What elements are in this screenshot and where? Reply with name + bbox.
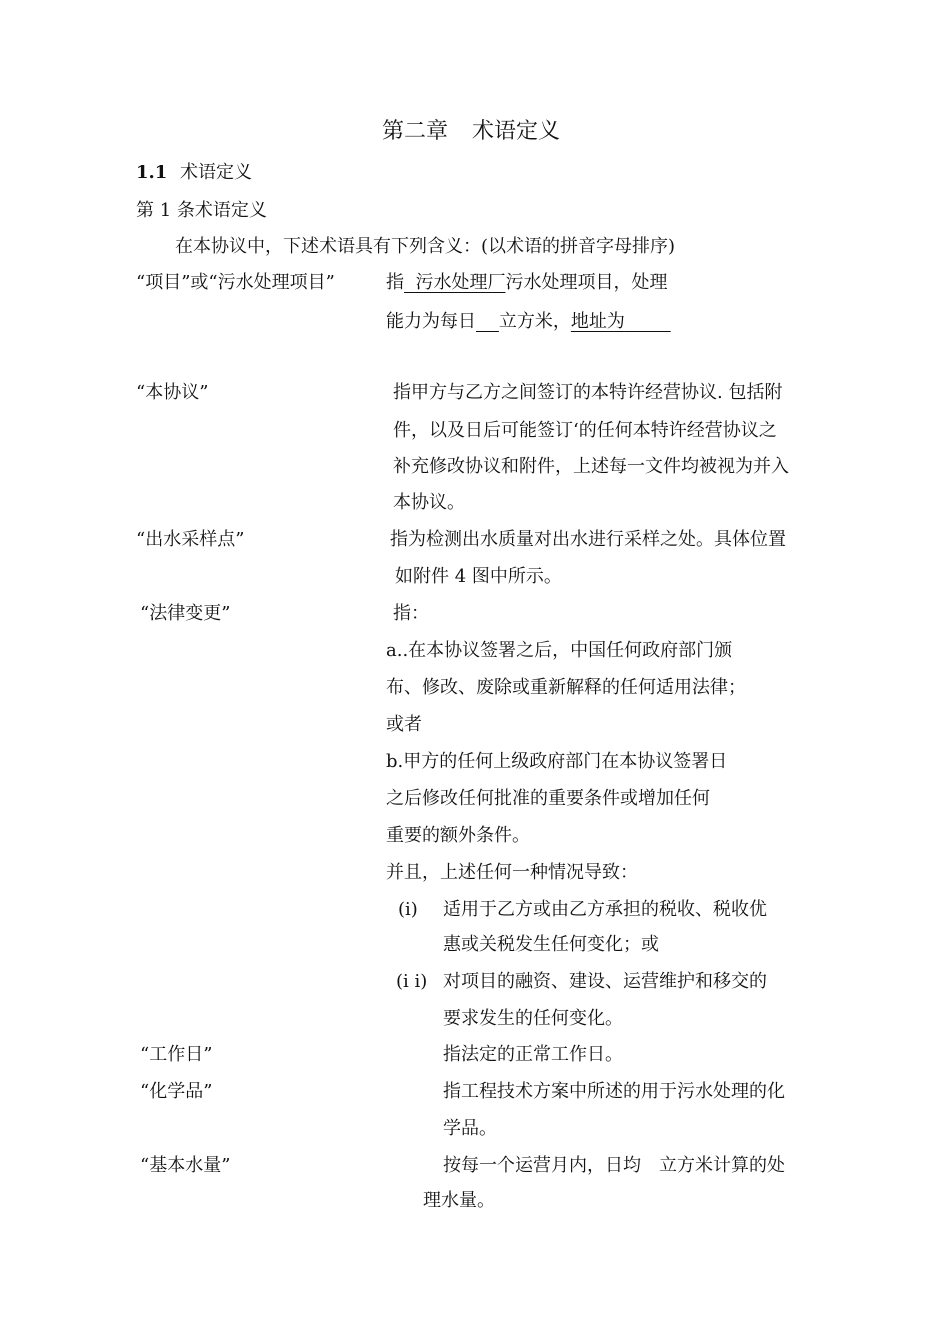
definition-line: 学品。 (443, 1118, 497, 1139)
definition-line: 之后修改任何批准的重要条件或增加任何 (386, 788, 710, 809)
term-sampling-point: “出水采样点” (136, 529, 245, 550)
def-prefix: 指 (386, 272, 404, 293)
definition-line: 布、修改、废除或重新解释的任何适用法律； (386, 677, 746, 698)
list-item-number: (i) (398, 899, 418, 920)
blank-capacity (476, 311, 499, 332)
definition-line: 并且，上述任何一种情况导致： (386, 862, 638, 883)
term-project: “项目”或“污水处理项目” (136, 272, 335, 293)
list-item-text: 对项目的融资、建设、运营维护和移交的 (443, 971, 767, 992)
capacity-label: 能力为每日 (386, 311, 476, 332)
definition-line: a..在本协议签署之后，中国任何政府部门颁 (386, 640, 733, 661)
term-law-change: “法律变更” (140, 603, 231, 624)
list-item-text: 惠或关税发生任何变化；或 (443, 934, 659, 955)
definition-line: 指为检测出水质量对出水进行采样之处。具体位置 (390, 529, 786, 550)
address-blank: 地址为 (570, 311, 625, 332)
definition-line: 本协议。 (393, 492, 465, 513)
list-item-number: (i i) (396, 971, 428, 992)
definition-line: 如附件 4 图中所示。 (395, 566, 562, 587)
definition-project-line2 (386, 311, 671, 333)
definition-line: 补充修改协议和附件，上述每一文件均被视为并入 (393, 456, 789, 477)
term-chemicals: “化学品” (140, 1081, 213, 1102)
definition-line: 按每一个运营月内，日均 立方米计算的处 (443, 1155, 785, 1176)
definition-line: 指工程技术方案中所述的用于污水处理的化 (443, 1081, 785, 1102)
def-rest: 污水处理项目，处理 (505, 272, 668, 293)
definition-line: 指法定的正常工作日。 (443, 1044, 623, 1065)
blank-plant-name: 污水处理厂 (415, 272, 506, 293)
section-number: 1.1 (136, 162, 168, 183)
definition-line: b.甲方的任何上级政府部门在本协议签署日 (386, 751, 728, 772)
list-item-text: 要求发生的任何变化。 (443, 1008, 623, 1029)
list-item-text: 适用于乙方或由乙方承担的税收、税收优 (443, 899, 767, 920)
definition-line: 或者 (386, 714, 422, 735)
definition-line: 指： (393, 603, 429, 624)
term-base-water: “基本水量” (140, 1155, 231, 1176)
term-agreement: “本协议” (136, 382, 209, 403)
definition-line: 重要的额外条件。 (386, 825, 530, 846)
article-title: 第 1 条术语定义 (136, 200, 267, 221)
definition-line: 理水量。 (423, 1190, 495, 1211)
chapter-number: 第二章 (382, 119, 449, 144)
definition-line: 指甲方与乙方之间签订的本特许经营协议. 包括附 (393, 382, 783, 403)
section-title: 术语定义 (180, 162, 252, 183)
term-workday: “工作日” (140, 1044, 213, 1065)
definition-project-line1 (386, 272, 667, 294)
chapter-title: 术语定义 (472, 119, 561, 144)
definition-line: 件，以及日后可能签订‘的任何本特许经营协议之 (393, 420, 777, 441)
intro-paragraph: 在本协议中，下述术语具有下列含义：(以术语的拼音字母排序) (175, 236, 676, 257)
capacity-unit: 立方米， (498, 311, 571, 332)
